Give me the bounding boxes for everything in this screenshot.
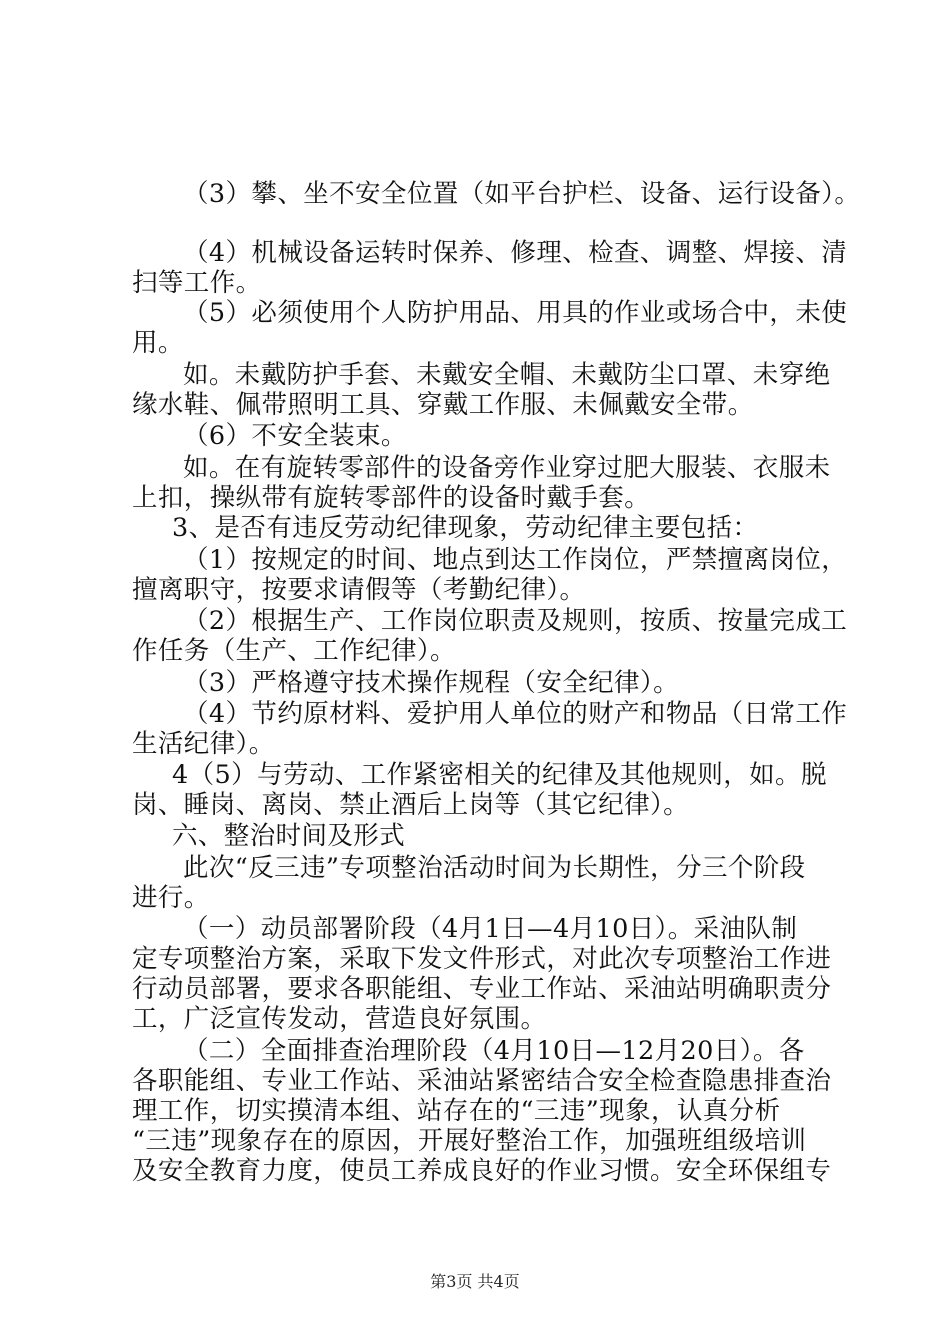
text-line: 理工作，切实摸清本组、站存在的“三违”现象，认真分析 [132,1096,781,1126]
text-line: 3、是否有违反劳动纪律现象，劳动纪律主要包括： [172,513,759,543]
text-line: 各职能组、专业工作站、采油站紧密结合安全检查隐患排查治 [132,1066,832,1096]
text-line: （4）机械设备运转时保养、修理、检查、调整、焊接、清 [183,238,848,268]
text-line: 缘水鞋、佩带照明工具、穿戴工作服、未佩戴安全带。 [132,390,754,420]
text-line: （5）必须使用个人防护用品、用具的作业或场合中，未使 [183,298,848,328]
text-line: 行动员部署，要求各职能组、专业工作站、采油站明确职责分 [132,974,832,1004]
text-line: （一）动员部署阶段（4月1日—4月10日）。采油队制 [183,914,798,944]
text-line: 如。在有旋转零部件的设备旁作业穿过肥大服装、衣服未 [183,453,831,483]
text-line: 作任务（生产、工作纪律）。 [132,636,456,666]
text-line: 此次“反三违”专项整治活动时间为长期性，分三个阶段 [183,853,806,883]
text-line: 扫等工作。 [132,268,262,298]
text-line: 用。 [132,328,184,358]
page-number-footer: 第3页 共4页 [430,1272,520,1291]
text-line: （4）节约原材料、爱护用人单位的财产和物品（日常工作 [183,699,848,729]
text-line: 上扣，操纵带有旋转零部件的设备时戴手套。 [132,483,651,513]
text-line: 及安全教育力度，使员工养成良好的作业习惯。安全环保组专 [132,1156,832,1186]
text-line: （3）攀、坐不安全位置（如平台护栏、设备、运行设备）。 [183,179,861,209]
text-line: （3）严格遵守技术操作规程（安全纪律）。 [183,668,679,698]
text-line: 4（5）与劳动、工作紧密相关的纪律及其他规则，如。脱 [172,760,827,790]
text-line: （6）不安全装束。 [183,421,407,451]
text-line: 定专项整治方案，采取下发文件形式，对此次专项整治工作进 [132,944,832,974]
text-line: 工，广泛宣传发动，营造良好氛围。 [132,1004,547,1034]
text-line: 生活纪律）。 [132,729,275,759]
text-line: 如。未戴防护手套、未戴安全帽、未戴防尘口罩、未穿绝 [183,360,831,390]
text-line: （二）全面排查治理阶段（4月10日—12月20日）。各 [183,1036,805,1066]
text-line: 六、整治时间及形式 [172,821,406,851]
text-line: （1）按规定的时间、地点到达工作岗位，严禁擅离岗位， [183,545,848,575]
text-line: 擅离职守，按要求请假等（考勤纪律）。 [132,575,586,605]
text-line: 进行。 [132,883,210,913]
text-line: （2）根据生产、工作岗位职责及规则，按质、按量完成工 [183,606,848,636]
text-line: 岗、睡岗、离岗、禁止酒后上岗等（其它纪律）。 [132,790,690,820]
text-line: “三违”现象存在的原因，开展好整治工作，加强班组级培训 [132,1126,807,1156]
